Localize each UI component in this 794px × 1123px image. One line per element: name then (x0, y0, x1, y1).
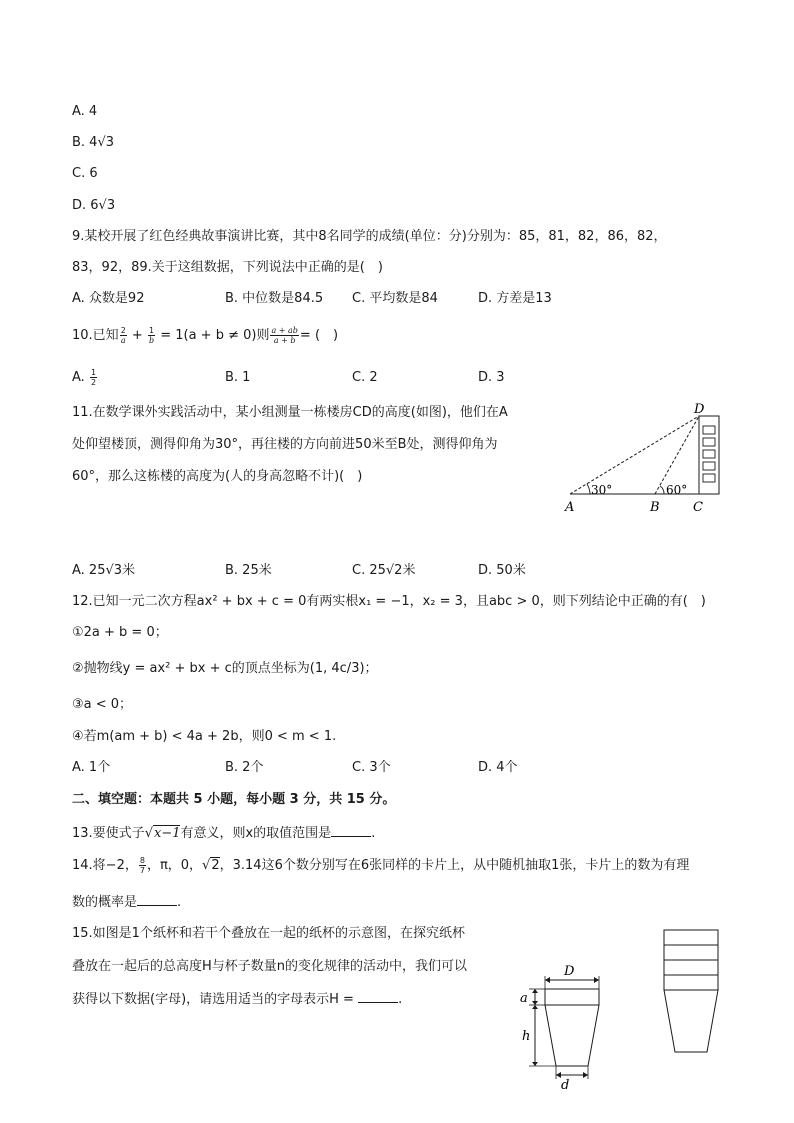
q10-frac-expression: $\frac{a + ab}{a + b}$ (271, 326, 298, 345)
q13-radicand: x−1 (153, 826, 181, 841)
q14-part1: 14.将−2， (72, 858, 138, 873)
q13-suffix: 有意义，则x的取值范围是 (180, 826, 332, 841)
label-d-upper: D (564, 964, 575, 979)
angle-label-60: 60° (666, 483, 688, 497)
q11-option-a: A. 25√3米 (72, 563, 136, 578)
q15-stem-line3 (72, 988, 402, 1010)
point-label-d: D (694, 402, 705, 417)
q15-figure-single-cup (512, 962, 622, 1092)
q8-option-d: D. 6√3 (72, 198, 116, 213)
q10-stem: 10.已知 $\frac{2}{a}$ + $\frac{1}{b}$ = 1(a + b ≠ 0)则 $\frac{a + ab}{a + b}$ = ( ) (72, 326, 339, 345)
q9-option-a: A. 众数是92 (72, 291, 145, 306)
q12-option-d: D. 4个 (478, 760, 518, 775)
arrow (545, 977, 550, 983)
q12-option-c: C. 3个 (352, 760, 391, 775)
q9-option-d: D. 方差是13 (478, 291, 552, 306)
building-window (703, 438, 715, 446)
point-label-b: B (650, 500, 660, 515)
arrow (583, 1072, 588, 1078)
q10-frac-2-a: $\frac{2}{a}$ (120, 326, 126, 345)
q11-option-c: C. 25√2米 (352, 563, 416, 578)
q11-stem-line3: 60°，那么这栋楼的高度为(人的身高忽略不计)( ) (72, 469, 363, 484)
label-h: h (522, 1029, 531, 1044)
q10-option-a: A. $\frac{1}{2}$ (72, 368, 97, 387)
q10-option-b: B. 1 (225, 370, 251, 385)
cup-body (545, 1005, 599, 1066)
q8-option-a: A. 4 (72, 104, 98, 119)
section-heading-fill-in: 二、填空题：本题共 5 小题，每小题 3 分，共 15 分。 (72, 792, 396, 807)
q15-answer-blank[interactable] (358, 988, 398, 1003)
q12-statement-2: ②抛物线y = ax² + bx + c的顶点坐标为(1, 4c/3)； (72, 661, 378, 676)
q12-statement-4: ④若m(am + b) < 4a + 2b，则0 < m < 1. (72, 729, 337, 744)
q10-frac-1-b: $\frac{1}{b}$ (148, 326, 155, 345)
q11-option-b: B. 25米 (225, 563, 272, 578)
arrow (532, 1005, 538, 1009)
q9-stem-line2: 83，92，89.关于这组数据，下列说法中正确的是( ) (72, 260, 383, 275)
arrow (594, 977, 599, 983)
stacked-cup-rim (664, 945, 718, 960)
point-label-a: A (565, 500, 575, 515)
q14-part2: ，π，0， (146, 858, 203, 873)
stacked-cup-rim (664, 960, 718, 975)
q12-option-a: A. 1个 (72, 760, 111, 775)
q12-statement-3: ③a < 0； (72, 697, 133, 712)
q10-condition: = 1(a + b ≠ 0)则 (160, 328, 270, 343)
q15-end: . (398, 992, 403, 1007)
q14-line2-text: 数的概率是 (72, 895, 138, 910)
q12-statement-1: ①2a + b = 0； (72, 625, 168, 640)
q9-option-b: B. 中位数是84.5 (225, 291, 324, 306)
stacked-cup-rim (664, 975, 718, 990)
q15-line3-text: 获得以下数据(字母)，请选用适当的字母表示H = (72, 992, 354, 1007)
arrow (532, 989, 538, 993)
q12-option-b: B. 2个 (225, 760, 264, 775)
q14-frac-den: 7 (139, 866, 145, 875)
angle-label-30: 30° (591, 483, 613, 497)
q14-stem-line1: 14.将−2， $\frac{8}{7}$ ，π，0，√2，3.14这6个数分别写在6张同样的卡片上，从中随机抽取1张，卡片上的数为有理 (72, 856, 690, 875)
building-window (703, 462, 715, 470)
q10-prefix: 10.已知 (72, 328, 119, 343)
q11-stem-line1: 11.在数学课外实践活动中，某小组测量一栋楼房CD的高度(如图)，他们在A (72, 405, 508, 420)
q9-option-c: C. 平均数是84 (352, 291, 438, 306)
point-label-c: C (693, 500, 703, 515)
q11-figure-building (560, 402, 730, 517)
q10-option-d: D. 3 (478, 370, 505, 385)
building-window (703, 474, 715, 482)
q8-option-c: C. 6 (72, 166, 98, 181)
q14-answer-blank[interactable] (137, 891, 177, 906)
arrow (532, 1062, 538, 1066)
angle-arc-a (587, 484, 590, 494)
angle-arc-b (660, 486, 664, 494)
q14-frac-8-7 (139, 856, 146, 875)
q13-answer-blank[interactable] (331, 822, 371, 837)
q12-stem: 12.已知一元二次方程ax² + bx + c = 0有两实根x₁ = −1，x₂ = 3，且abc > 0，则下列结论中正确的有( ) (72, 594, 706, 609)
q14-part3: ，3.14这6个数分别写在6张同样的卡片上，从中随机抽取1张，卡片上的数为有理 (219, 858, 690, 873)
q13-stem: 13.要使式子√x−1有意义，则x的取值范围是 . (72, 822, 375, 844)
q11-stem-line2: 处仰望楼顶，测得仰角为30°，再往楼的方向前进50米至B处，测得仰角为 (72, 437, 498, 452)
label-d-lower: d (561, 1078, 570, 1092)
q8-option-b: B. 4√3 (72, 135, 115, 150)
stacked-cup-rim (664, 930, 718, 945)
q11-option-d: D. 50米 (478, 563, 526, 578)
q14-end: . (177, 895, 182, 910)
q13-prefix: 13.要使式子 (72, 826, 145, 841)
q9-stem-line1: 9.某校开展了红色经典故事演讲比赛，其中8名同学的成绩(单位：分)分别为：85，81，82，86，82， (72, 229, 667, 244)
arrow (532, 1001, 538, 1005)
q13-end: . (371, 826, 376, 841)
building-window (703, 426, 715, 434)
label-a: a (520, 991, 528, 1006)
q15-stem-line2: 叠放在一起后的总高度H与杯子数量n的变化规律的活动中，我们可以 (72, 959, 468, 974)
q10-suffix: = ( ) (299, 328, 339, 343)
q14-frac-num: 8 (139, 856, 145, 865)
q14-radicand: 2 (211, 858, 220, 873)
cup-rim (545, 989, 599, 1005)
q15-stem-line1: 15.如图是1个纸杯和若干个叠放在一起的纸杯的示意图，在探究纸杯 (72, 926, 465, 941)
building-window (703, 450, 715, 458)
q10-option-c: C. 2 (352, 370, 378, 385)
stacked-cup-body (664, 990, 718, 1052)
q14-stem-line2 (72, 891, 181, 913)
q15-figure-stacked-cups (662, 928, 722, 1056)
